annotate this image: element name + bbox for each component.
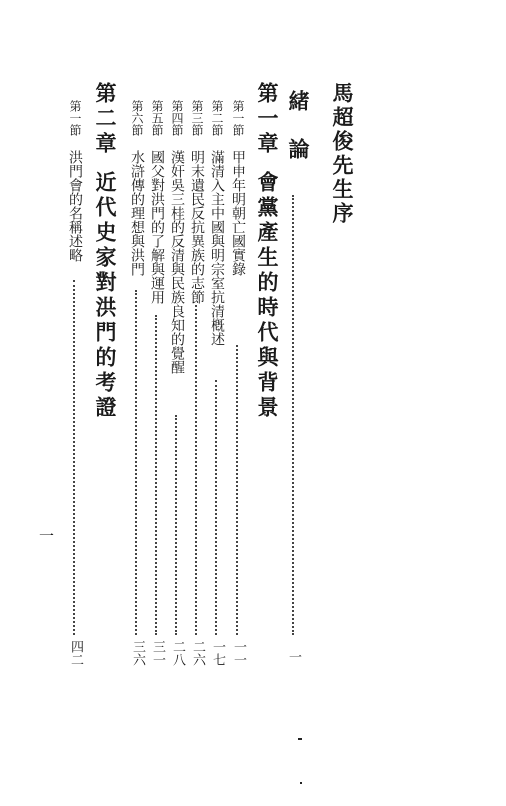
- chapter1-number: 第一章: [255, 82, 280, 157]
- section-number: 第一節: [68, 100, 82, 136]
- chapter1-heading: [252, 82, 282, 421]
- intro-page: 一: [286, 650, 301, 663]
- section-page: 一一: [231, 640, 246, 666]
- toc-entry[interactable]: [147, 100, 167, 304]
- toc-leader: [215, 380, 217, 635]
- section-page: 一七: [210, 640, 225, 666]
- section-title: 滿清入主中國與明宗室抗清槪述: [209, 150, 225, 346]
- intro-leader: [292, 195, 294, 635]
- toc-entry[interactable]: [167, 100, 187, 374]
- toc-entry[interactable]: [65, 100, 85, 262]
- preface-title: 馬超俊先生序: [330, 82, 355, 226]
- section-page: 四二: [68, 640, 83, 666]
- section-number: 第四節: [170, 100, 184, 136]
- chapter2-title: 近代史家對洪門的考證: [93, 171, 118, 421]
- section-title: 國父對洪門的了解與運用: [149, 150, 165, 304]
- section-number: 第一節: [231, 100, 245, 136]
- section-title: 洪門會的名稱述略: [67, 150, 83, 262]
- toc-entry[interactable]: [207, 100, 227, 346]
- chapter2-heading: [90, 82, 120, 421]
- toc-entry[interactable]: [187, 100, 207, 304]
- toc-leader: [175, 415, 177, 635]
- section-page: 二八: [170, 640, 185, 666]
- scan-speck: [298, 738, 302, 740]
- section-page: 二六: [190, 640, 205, 666]
- toc-leader: [195, 305, 197, 635]
- toc-entry[interactable]: [228, 100, 248, 276]
- toc-leader: [73, 280, 75, 635]
- section-number: 第二節: [210, 100, 224, 136]
- toc-leader: [135, 290, 137, 635]
- toc-leader: [236, 345, 238, 635]
- section-title: 甲申年明朝亡國實錄: [230, 150, 246, 276]
- section-number: 第六節: [130, 100, 144, 136]
- section-number: 第三節: [190, 100, 204, 136]
- scan-speck: [300, 782, 302, 784]
- toc-entry[interactable]: [127, 100, 147, 276]
- toc-leader: [155, 315, 157, 635]
- section-number: 第五節: [150, 100, 164, 136]
- folio-number: 一: [37, 528, 55, 543]
- section-page: 三六: [130, 640, 145, 666]
- intro-title: 緒 論: [286, 90, 311, 162]
- section-title: 漢奸吳三桂的反清與民族良知的覺醒: [169, 150, 185, 374]
- section-page: 三一: [150, 640, 165, 666]
- section-title: 明末遺民反抗異族的志節: [189, 150, 205, 304]
- chapter1-title: 會黨產生的時代與背景: [255, 171, 280, 421]
- chapter2-number: 第二章: [93, 82, 118, 157]
- section-title: 水滸傳的理想與洪門: [129, 150, 145, 276]
